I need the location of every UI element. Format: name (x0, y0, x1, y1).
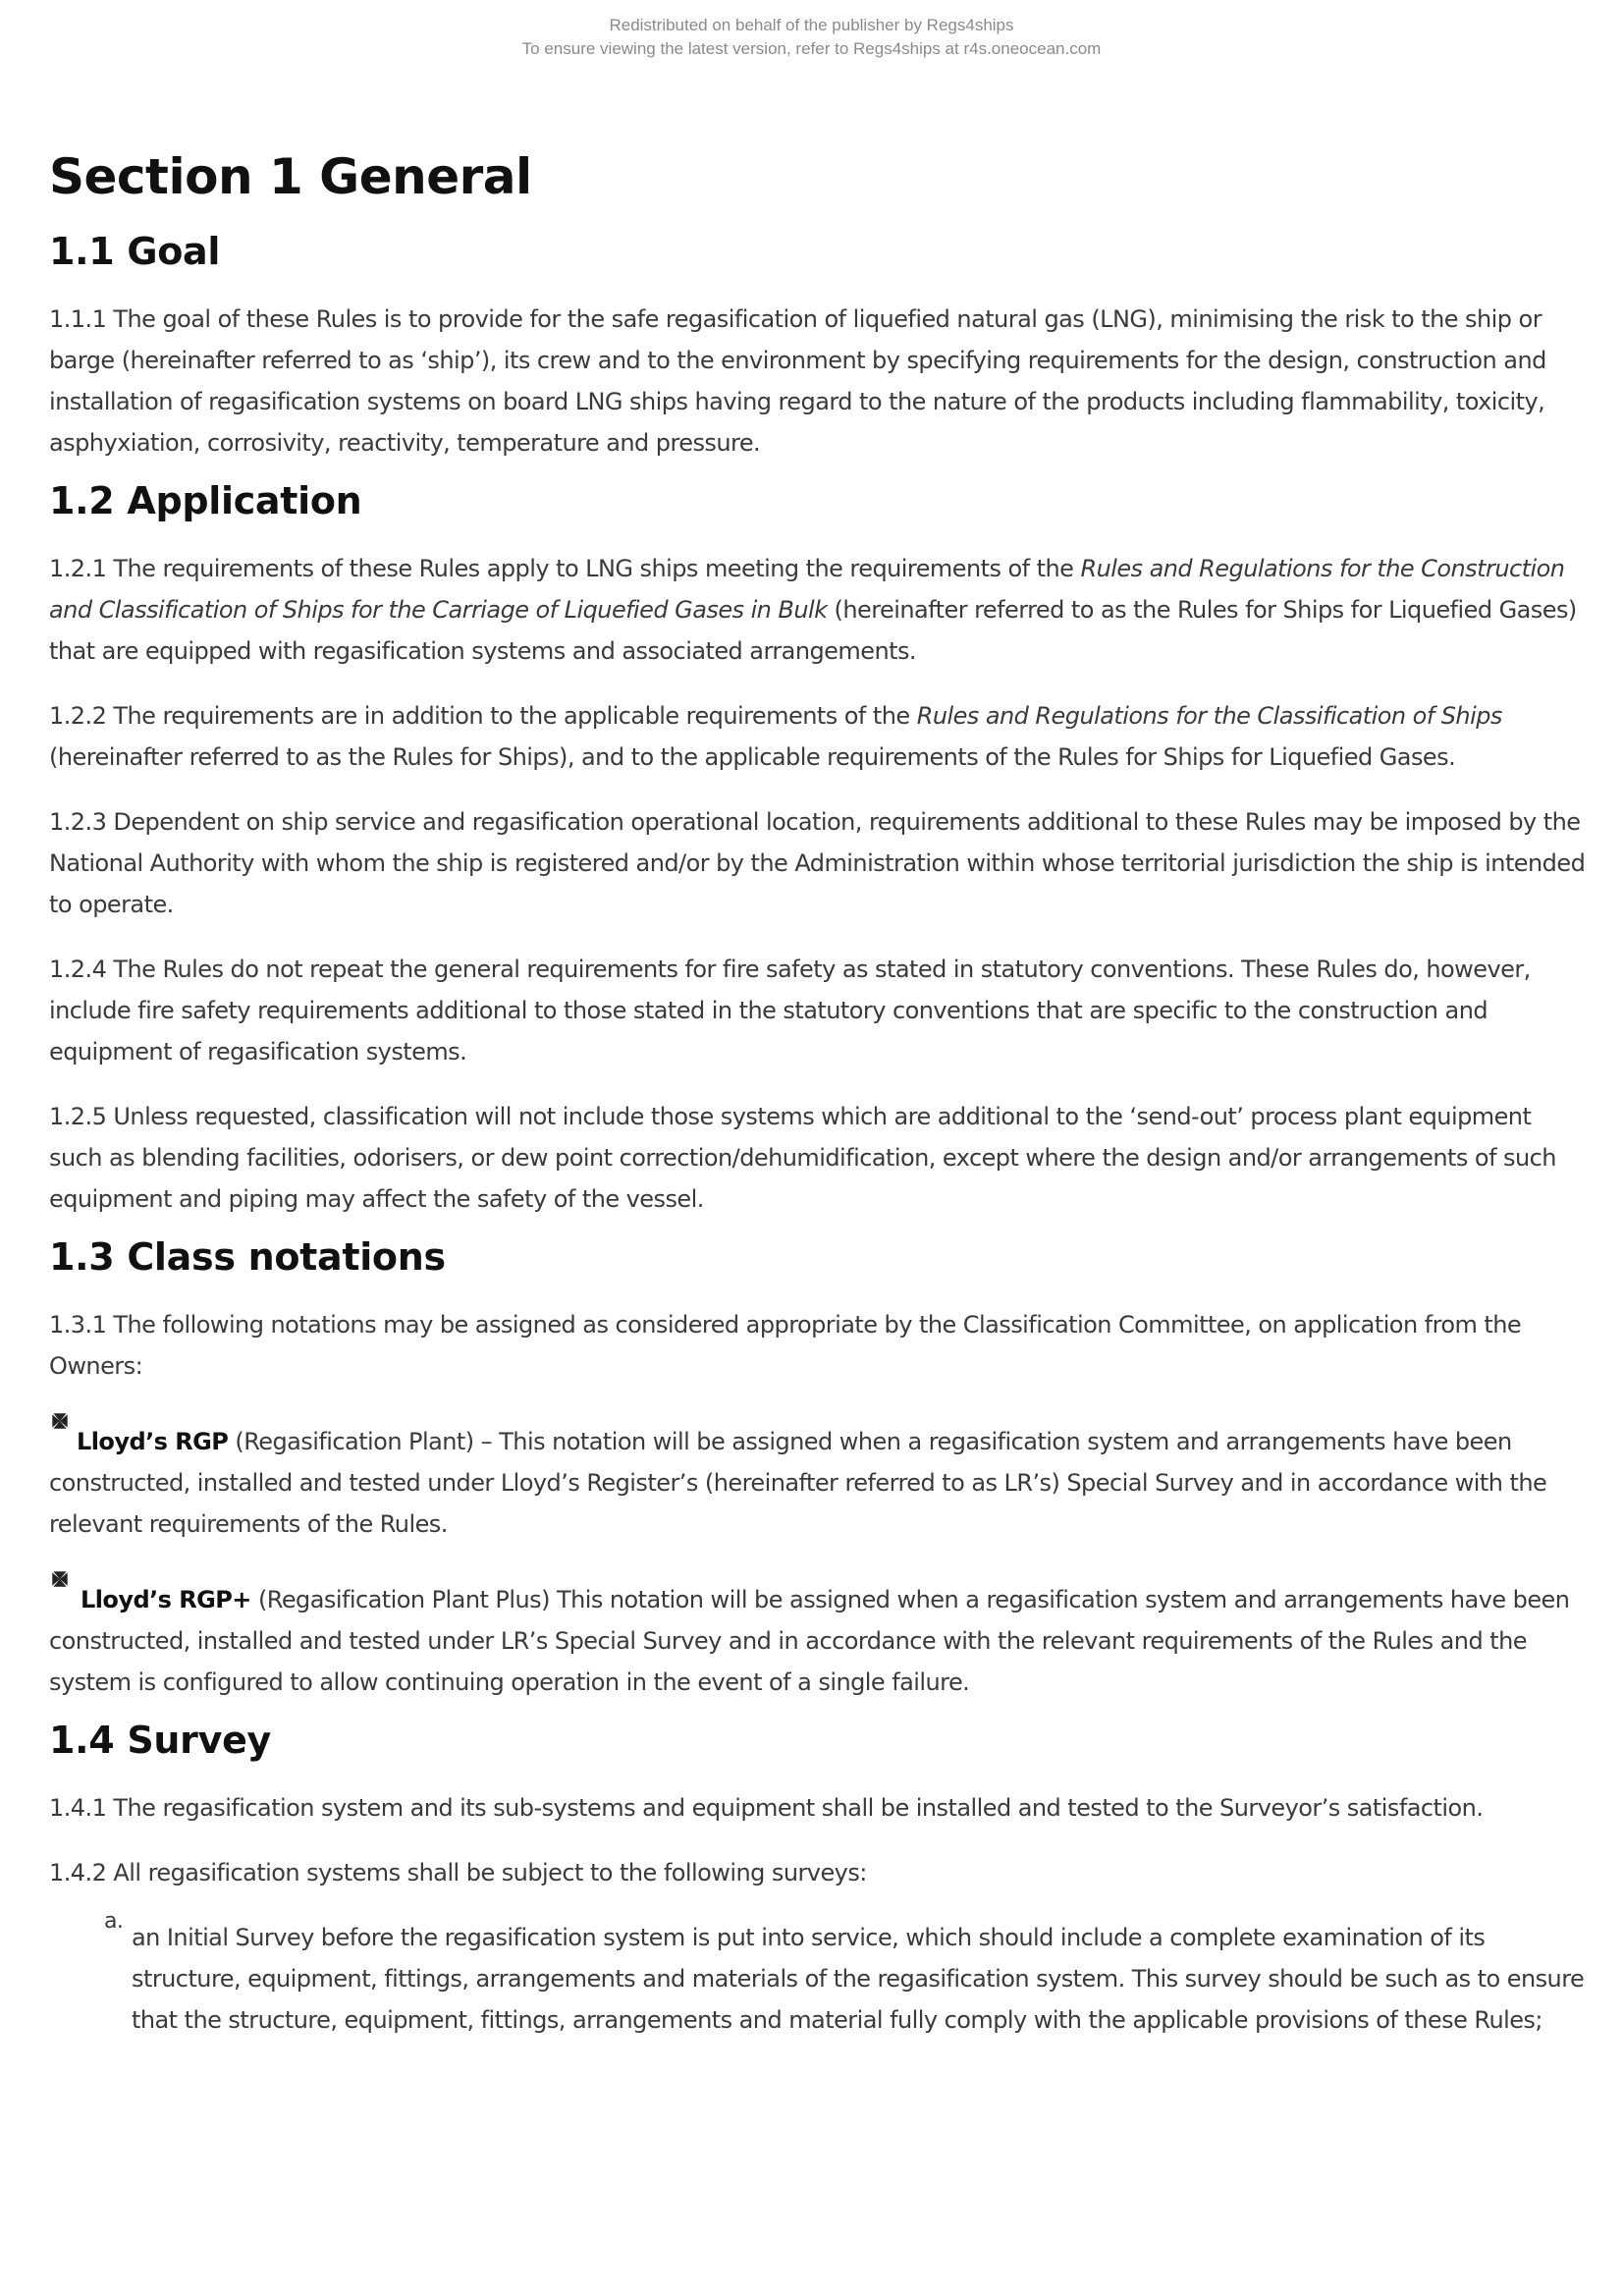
heading-1-1-goal: 1.1 Goal (49, 230, 221, 273)
banner-line-1: Redistributed on behalf of the publisher by Regs4ships (609, 16, 1014, 34)
heading-1-4-survey: 1.4 Survey (49, 1719, 272, 1762)
notation-rgp-plus-text: (Regasification Plant Plus) This notation will be assigned when a regasification system and arrangements have been constructed, installed and tested under LR’s Special Survey and in accordance with the relevant requirements of the Rules and the system is configured to allow continuing operation in the event of a single failure. (49, 1586, 1570, 1696)
rules-title-liquefied-gases: Rules and Regulations for the Construction and Classification of Ships for the Carriage of Liquefied Gases in Bulk (49, 555, 1565, 624)
paragraph-1-2-3: 1.2.3 Dependent on ship service and regasification operational location, requirements additional to these Rules may be imposed by the National Authority with whom the ship is registered and/or by the Administration within whose territorial jurisdiction the ship is intended to operate. (49, 808, 1586, 918)
paragraph-1-2-1 (49, 548, 1591, 672)
heading-1-2-application: 1.2 Application (49, 479, 362, 522)
list-item (104, 1909, 1591, 2041)
paragraph-1-2-2-post: (hereinafter referred to as the Rules for Ships), and to the applicable requirements of the Rules for Ships for Liquefied Gases. (49, 743, 1456, 771)
page-title: Section 1 General (49, 148, 532, 205)
survey-list (49, 1909, 1591, 2041)
rules-title-classification: Rules and Regulations for the Classification of Ships (916, 702, 1502, 730)
notation-rgp-text: (Regasification Plant) – This notation will be assigned when a regasification system and arrangements have been constructed, installed and tested under Lloyd’s Register’s (hereinafter referred to as LR’s) Special Survey and in accordance with the relevant requirements of the Rules. (49, 1428, 1547, 1538)
paragraph-1-2-2-pre: 1.2.2 The requirements are in addition to the applicable requirements of the (49, 702, 917, 730)
notation-rgp-label: Lloyd’s RGP (77, 1428, 229, 1455)
paragraph-1-2-2 (49, 695, 1591, 778)
notation-rgp-plus (49, 1568, 1591, 1703)
paragraph-1-2-4: 1.2.4 The Rules do not repeat the general requirements for fire safety as stated in statutory conventions. These Rules do, however, include fire safety requirements additional to those stated in the statutory conventions that are specific to the construction and equipment of regasification systems. (49, 956, 1531, 1066)
paragraph-1-2-5: 1.2.5 Unless requested, classification will not include those systems which are additional to the ‘send-out’ process plant equipment such as blending facilities, odorisers, or dew point correction/dehumidification, except where the design and/or arrangements of such equipment and piping may affect the safety of the vessel. (49, 1103, 1556, 1213)
notation-rgp-plus-label: Lloyd’s RGP+ (81, 1586, 251, 1613)
paragraph-1-2-1-post: (hereinafter referred to as the Rules for Ships for Liquefied Gases) that are equipped with regasification systems and associated arrangements. (49, 596, 1577, 665)
paragraph-1-3-1: 1.3.1 The following notations may be assigned as considered appropriate by the Classification Committee, on application from the Owners: (49, 1311, 1522, 1380)
heading-1-3-class-notations: 1.3 Class notations (49, 1235, 446, 1279)
list-item-text: an Initial Survey before the regasification system is put into service, which should include a complete examination of its structure, equipment, fittings, arrangements and materials of the regasification system. This survey should be such as to ensure that the structure, equipment, fittings, arrangements and material fully comply with the applicable provisions of these Rules; (132, 1924, 1585, 2034)
paragraph-1-4-2: 1.4.2 All regasification systems shall be subject to the following surveys: (49, 1859, 867, 1886)
list-item-marker: a. (104, 1909, 124, 1934)
paragraph-1-1-1: 1.1.1 The goal of these Rules is to provide for the safe regasification of liquefied natural gas (LNG), minimising the risk to the ship or barge (hereinafter referred to as ‘ship’), its crew and to the environment by specifying requirements for the design, construction and installation of regasification systems on board LNG ships having regard to the nature of the products including flammability, toxicity, asphyxiation, corrosivity, reactivity, temperature and pressure. (49, 305, 1546, 457)
maltese-cross-icon (49, 1410, 71, 1432)
document-body (49, 147, 1591, 2041)
banner-line-2: To ensure viewing the latest version, refer to Regs4ships at r4s.oneocean.com (521, 39, 1102, 58)
notation-rgp (49, 1410, 1591, 1545)
redistribution-banner (0, 14, 1623, 61)
maltese-cross-icon (49, 1568, 71, 1590)
paragraph-1-4-1: 1.4.1 The regasification system and its sub-systems and equipment shall be installed and tested to the Surveyor’s satisfaction. (49, 1794, 1484, 1822)
paragraph-1-2-1-pre: 1.2.1 The requirements of these Rules apply to LNG ships meeting the requirements of the (49, 555, 1081, 582)
